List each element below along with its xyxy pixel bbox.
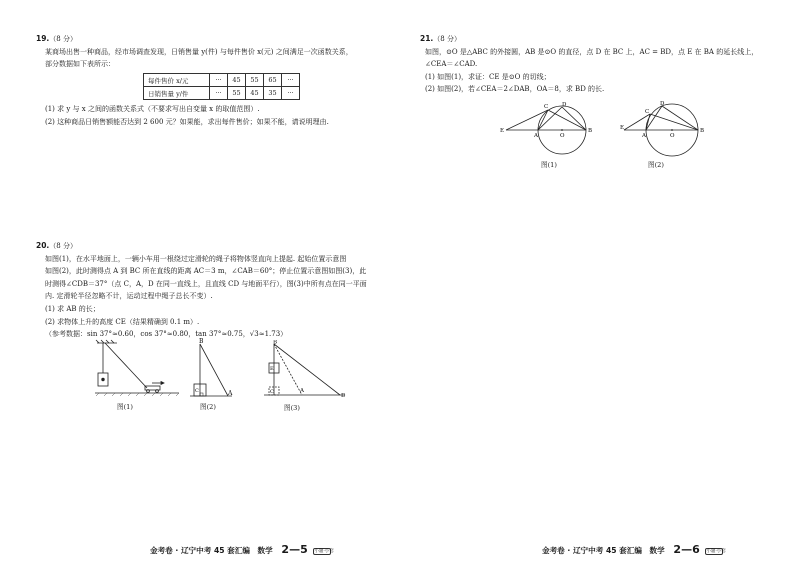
table-cell: 45 [246, 87, 264, 100]
table-cell: 65 [264, 74, 282, 87]
fig-label-A: A [300, 388, 304, 394]
q19-parts [45, 103, 405, 128]
fig-label-D: D [341, 393, 346, 399]
q20-figure-2 [190, 338, 235, 400]
table-cell: 55 [228, 87, 246, 100]
table-row [144, 87, 300, 100]
question-20 [36, 240, 406, 341]
footer-left-page-number: 5 [300, 543, 308, 556]
q21-points: （8 分） [433, 35, 461, 43]
q20-reference-data: （参考数据：sin 37°≈0.60，cos 37°≈0.80，tan 37°≈0.75，√3≈1.73） [45, 330, 288, 339]
q21-line-1: 如图，⊙O 是△ABC 的外接圆，AB 是⊙O 的直径，点 D 在 BC 上，AC = BD，点 E 在 BA 的延长线上， [425, 47, 759, 56]
footer-left-page-prefix: 2 [281, 543, 290, 556]
q20-part-1: (1) 求 AB 的长； [45, 304, 100, 313]
fig-label-E: E [500, 128, 505, 134]
table-cell: ··· [282, 74, 300, 87]
footer-right [542, 543, 726, 556]
fig-label-A: A [228, 390, 233, 397]
footer-left-page-dash: — [289, 543, 301, 556]
q19-points: （8 分） [49, 35, 77, 43]
q19-intro-2: 部分数据如下表所示： [45, 60, 115, 69]
q20-part-2: (2) 求物体上升的高度 CE（结果精确到 0.1 m）. [45, 317, 200, 326]
fig-label-C: C [195, 388, 199, 394]
q19-part-1: (1) 求 y 与 x 之间的函数关系式（不要求写出自变量 x 的取值范围）. [45, 105, 260, 113]
question-19 [36, 33, 401, 71]
table-cell-header: 每件售价 x/元 [144, 74, 210, 87]
table-cell: 45 [228, 74, 246, 87]
q21-header [420, 33, 780, 46]
q20-fig1-caption: 图(1) [117, 403, 133, 411]
fig-label-O: O [560, 133, 565, 139]
q21-figure-2 [620, 100, 710, 160]
fig-label-C: C [544, 104, 549, 110]
fig-label-D: D [562, 102, 567, 108]
q19-data-table [143, 73, 300, 100]
q20-line-2: 如图(2)，此时测得点 A 到 BC 所在直线的距离 AC＝3 m，∠CAB＝60°；停止位置示意图如图(3)，此 [45, 267, 367, 276]
q21-line-2: ∠CEA＝∠CAD. [425, 60, 478, 69]
footer-right-title: 金考卷 · 辽宁中考 45 套汇编 数学 [542, 546, 665, 555]
q20-figure-3 [264, 340, 350, 402]
q19-header [36, 33, 401, 46]
fig-label-E: E [620, 125, 625, 131]
q19-part-2: (2) 这种商品日销售额能否达到 2 600 元？如果能，求出每件售价；如果不能，请说明理由. [45, 117, 329, 126]
fig-label-O: O [670, 133, 675, 139]
fig-label-B: B [700, 128, 705, 134]
q21-part-2: (2) 如图(2)，若∠CEA＝2∠DAB，OA＝8，求 BD 的长. [425, 85, 605, 94]
q20-fig3-caption: 图(3) [284, 404, 300, 412]
fig-label-B: B [199, 338, 204, 345]
fig-label-C: C [645, 109, 650, 115]
footer-left-badge: 小题·小套 [314, 548, 334, 554]
footer-right-badge: 小题·小套 [706, 548, 726, 554]
q20-line-4: 内. 定滑轮半径忽略不计，运动过程中绳子总长不变）. [45, 292, 213, 301]
q20-line-1: 如图(1)，在水平地面上，一辆小车用一根绕过定滑轮的绳子将物体竖直向上提起. 起始位置示意图 [45, 254, 347, 263]
table-cell-header: 日销售量 y/件 [144, 87, 210, 100]
q21-fig1-caption: 图(1) [541, 161, 557, 169]
q19-number: 19. [36, 34, 50, 43]
q20-line-3: 时测得∠CDB＝37°（点 C，A，D 在同一直线上，且直线 CD 与地面平行），图(3)中所有点在同一平面 [45, 279, 367, 288]
footer-right-page-dash: — [681, 543, 693, 556]
q20-number: 20. [36, 241, 50, 250]
fig-label-D: D [660, 101, 665, 107]
q20-header [36, 240, 406, 253]
q21-part-1: (1) 如图(1)，求证：CE 是⊙O 的切线； [425, 72, 551, 81]
fig-label-A: A [642, 133, 646, 139]
q21-fig2-caption: 图(2) [648, 161, 664, 169]
fig-label-C: C [270, 389, 274, 395]
footer-right-page-number: 6 [692, 543, 700, 556]
q21-number: 21. [420, 34, 434, 43]
table-cell: ··· [210, 74, 228, 87]
question-21 [420, 33, 780, 96]
q20-points: （8 分） [49, 242, 77, 250]
table-cell: ··· [210, 87, 228, 100]
table-cell: ··· [282, 87, 300, 100]
q20-figure-1 [95, 337, 180, 399]
q20-fig2-caption: 图(2) [200, 403, 216, 411]
table-cell: 55 [246, 74, 264, 87]
footer-left [150, 543, 334, 556]
footer-right-page-prefix: 2 [673, 543, 682, 556]
fig-label-B: B [588, 128, 593, 134]
footer-left-title: 金考卷 · 辽宁中考 45 套汇编 数学 [150, 546, 273, 555]
fig-label-A: A [534, 133, 538, 139]
table-row [144, 74, 300, 87]
table-cell: 35 [264, 87, 282, 100]
q21-figure-1 [500, 102, 600, 158]
fig-label-E: E [270, 366, 274, 372]
q19-intro-1: 某商场出售一种商品，经市场调查发现，日销售量 y(件) 与每件售价 x(元) 之间满足一次函数关系， [45, 47, 353, 56]
fig-label-B: B [273, 340, 278, 346]
